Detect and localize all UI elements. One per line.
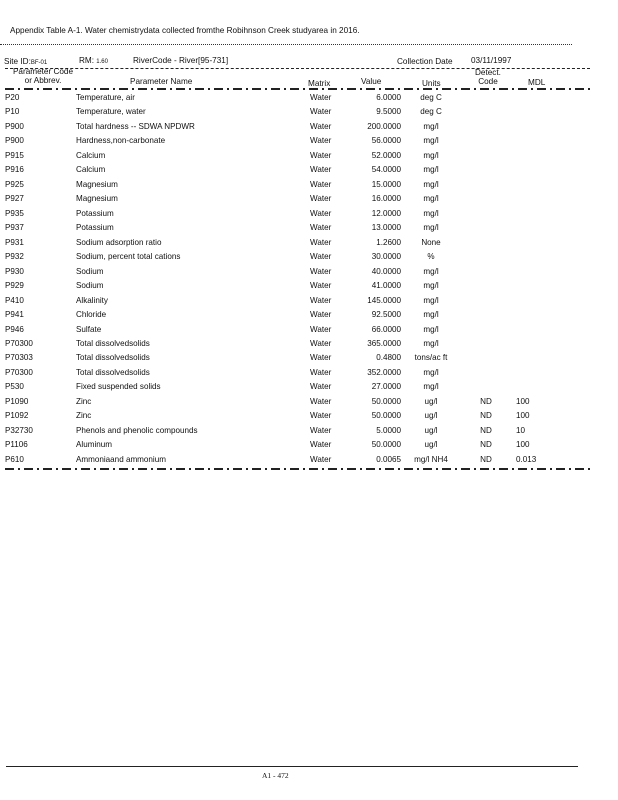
matrix-cell: Water [310, 324, 332, 334]
value-cell: 365.0000 [367, 338, 401, 348]
table-row [0, 396, 618, 410]
matrix-cell: Water [310, 93, 332, 102]
parameter-code-cell: P927 [5, 194, 24, 204]
parameter-code-cell: P946 [5, 324, 24, 334]
matrix-cell: Water [310, 367, 332, 377]
column-header-detect-code: Detect. Code [475, 68, 501, 86]
detect-code-cell: ND [480, 411, 492, 421]
parameter-name-cell: Total hardness -- SDWA NPDWR [76, 121, 195, 131]
footer-rule [6, 766, 578, 767]
parameter-code-cell: P931 [5, 237, 24, 247]
parameter-name-cell: Temperature, air [76, 93, 135, 102]
mdl-cell: 10 [516, 425, 526, 435]
value-cell: 54.0000 [371, 165, 401, 175]
parameter-name-cell: Phenols and phenolic compounds [76, 425, 198, 435]
units-cell: mg/l [423, 310, 439, 320]
parameter-code-cell: P915 [5, 150, 24, 160]
parameter-name-cell: Ammoniaand ammonium [76, 454, 166, 464]
units-cell: mg/l [423, 266, 439, 276]
table-row [0, 352, 618, 366]
parameter-name-cell: Sodium [76, 281, 104, 291]
parameter-name-cell: Zinc [76, 411, 92, 421]
parameter-code-cell: P610 [5, 454, 24, 464]
table-row [0, 439, 618, 453]
parameter-name-cell: Sulfate [76, 324, 102, 334]
collection-date-value: 03/11/1997 [471, 56, 512, 65]
parameter-code-cell: P410 [5, 295, 24, 305]
collection-date-label: Collection Date [397, 57, 453, 66]
value-cell: 66.0000 [371, 324, 401, 334]
parameter-name-cell: Alkalinity [76, 295, 108, 305]
parameter-code-cell: P925 [5, 179, 24, 189]
parameter-code-cell: P1090 [5, 396, 29, 406]
units-cell: mg/l [423, 367, 439, 377]
data-table [0, 92, 618, 468]
parameter-name-cell: Potassium [76, 208, 114, 218]
parameter-code-cell: P20 [5, 93, 20, 102]
value-cell: 41.0000 [371, 281, 401, 291]
table-row [0, 208, 618, 222]
detect-code-cell: ND [480, 440, 492, 450]
table-end-rule [5, 468, 590, 470]
units-cell: ug/l [424, 396, 438, 406]
parameter-name-cell: Magnesium [76, 179, 118, 189]
units-cell: mg/l [423, 324, 439, 334]
parameter-code-cell: P932 [5, 252, 24, 262]
parameter-name-cell: Total dissolvedsolids [76, 353, 150, 363]
parameter-code-cell: P941 [5, 310, 24, 320]
units-cell: deg C [420, 107, 442, 117]
units-cell: None [421, 237, 441, 247]
table-row [0, 338, 618, 352]
parameter-name-cell: Potassium [76, 223, 114, 233]
value-cell: 9.5000 [376, 107, 401, 117]
units-cell: % [427, 252, 435, 262]
table-row [0, 92, 618, 106]
matrix-cell: Water [310, 411, 332, 421]
parameter-code-cell: P916 [5, 165, 24, 175]
value-cell: 16.0000 [371, 194, 401, 204]
site-id-label: Site ID:BF-01 [4, 57, 48, 66]
value-cell: 30.0000 [371, 252, 401, 262]
parameter-code-cell: P10 [5, 107, 20, 117]
table-row [0, 193, 618, 207]
matrix-cell: Water [310, 425, 332, 435]
value-cell: 13.0000 [371, 223, 401, 233]
parameter-name-cell: Calcium [76, 150, 106, 160]
detect-code-cell: ND [480, 425, 492, 435]
parameter-code-cell: P935 [5, 208, 24, 218]
parameter-code-cell: P70300 [5, 338, 33, 348]
parameter-name-cell: Fixed suspended solids [76, 382, 161, 392]
value-cell: 40.0000 [371, 266, 401, 276]
parameter-code-cell: P900 [5, 136, 24, 146]
value-cell: 15.0000 [371, 179, 401, 189]
parameter-name-cell: Chloride [76, 310, 107, 320]
matrix-cell: Water [310, 150, 332, 160]
header-bottom-rule [5, 88, 590, 90]
value-cell: 50.0000 [371, 411, 401, 421]
units-cell: ug/l [424, 440, 438, 450]
table-row [0, 324, 618, 338]
units-cell: mg/l [423, 121, 439, 131]
matrix-cell: Water [310, 252, 332, 262]
mdl-cell: 100 [516, 411, 530, 421]
matrix-cell: Water [310, 136, 332, 146]
table-row [0, 135, 618, 149]
parameter-code-cell: P929 [5, 281, 24, 291]
table-row [0, 150, 618, 164]
value-cell: 0.0065 [376, 454, 401, 464]
matrix-cell: Water [310, 310, 332, 320]
units-cell: tons/ac ft [414, 353, 448, 363]
table-row [0, 266, 618, 280]
mdl-cell: 0.013 [516, 454, 537, 464]
units-cell: mg/l [423, 150, 439, 160]
table-row [0, 280, 618, 294]
matrix-cell: Water [310, 237, 332, 247]
parameter-name-cell: Temperature, water [76, 107, 146, 117]
units-cell: mg/l [423, 223, 439, 233]
parameter-code-cell: P70303 [5, 353, 33, 363]
parameter-name-cell: Zinc [76, 396, 92, 406]
table-row [0, 454, 618, 468]
units-cell: deg C [420, 93, 442, 102]
value-cell: 52.0000 [371, 150, 401, 160]
matrix-cell: Water [310, 194, 332, 204]
table-row [0, 367, 618, 381]
parameter-name-cell: Sodium adsorption ratio [76, 237, 162, 247]
value-cell: 27.0000 [371, 382, 401, 392]
table-row [0, 179, 618, 193]
matrix-cell: Water [310, 208, 332, 218]
parameter-name-cell: Sodium [76, 266, 104, 276]
table-row [0, 106, 618, 120]
page-number: A1 - 472 [262, 771, 289, 780]
units-cell: mg/l [423, 281, 439, 291]
value-cell: 200.0000 [367, 121, 401, 131]
value-cell: 56.0000 [371, 136, 401, 146]
parameter-name-cell: Aluminum [76, 440, 112, 450]
parameter-name-cell: Calcium [76, 165, 106, 175]
river-mile-value: 1.60 [96, 59, 108, 65]
detect-code-cell: ND [480, 396, 492, 406]
detect-code-cell: ND [480, 454, 492, 464]
table-row [0, 410, 618, 424]
title-divider [0, 44, 572, 45]
value-cell: 50.0000 [371, 440, 401, 450]
units-cell: mg/l [423, 382, 439, 392]
river-mile: RM: 1.60 [79, 56, 108, 65]
units-cell: mg/l [423, 208, 439, 218]
matrix-cell: Water [310, 223, 332, 233]
table-row [0, 164, 618, 178]
value-cell: 145.0000 [367, 295, 401, 305]
river-code: RiverCode - River[95-731] [133, 56, 229, 65]
mdl-cell: 100 [516, 396, 530, 406]
matrix-cell: Water [310, 281, 332, 291]
column-header-value: Value [361, 77, 382, 86]
matrix-cell: Water [310, 382, 332, 392]
matrix-cell: Water [310, 353, 332, 363]
parameter-code-cell: P32730 [5, 425, 33, 435]
value-cell: 352.0000 [367, 367, 401, 377]
parameter-code-cell: P530 [5, 382, 24, 392]
value-cell: 12.0000 [371, 208, 401, 218]
value-cell: 1.2600 [376, 237, 401, 247]
parameter-name-cell: Magnesium [76, 194, 118, 204]
matrix-cell: Water [310, 338, 332, 348]
table-row [0, 237, 618, 251]
table-row [0, 251, 618, 265]
units-cell: mg/l [423, 165, 439, 175]
table-row [0, 381, 618, 395]
parameter-code-cell: P1106 [5, 440, 28, 450]
value-cell: 50.0000 [371, 396, 401, 406]
value-cell: 5.0000 [376, 425, 401, 435]
table-row [0, 295, 618, 309]
matrix-cell: Water [310, 440, 332, 450]
matrix-cell: Water [310, 396, 332, 406]
units-cell: mg/l [423, 136, 439, 146]
matrix-cell: Water [310, 121, 332, 131]
units-cell: ug/l [424, 411, 438, 421]
table-title: Appendix Table A-1. Water chemistrydata collected fromthe Robihnson Creek studyarea in 2016. [10, 26, 360, 35]
units-cell: mg/l [423, 338, 439, 348]
matrix-cell: Water [310, 266, 332, 276]
column-header-mdl: MDL [528, 78, 546, 87]
parameter-code-cell: P70300 [5, 367, 33, 377]
units-cell: mg/l [423, 295, 439, 305]
table-row [0, 222, 618, 236]
matrix-cell: Water [310, 179, 332, 189]
mdl-cell: 100 [516, 440, 530, 450]
column-header-name: Parameter Name [130, 77, 193, 86]
column-header-code: Parameter Code or Abbrev. [12, 67, 74, 85]
parameter-name-cell: Total dissolvedsolids [76, 338, 150, 348]
value-cell: 0.4800 [376, 353, 401, 363]
value-cell: 6.0000 [376, 93, 401, 102]
parameter-code-cell: P1092 [5, 411, 29, 421]
parameter-name-cell: Sodium, percent total cations [76, 252, 181, 262]
site-id-value: BF-01 [30, 60, 48, 66]
table-row [0, 309, 618, 323]
parameter-name-cell: Hardness,non-carbonate [76, 136, 166, 146]
matrix-cell: Water [310, 295, 332, 305]
parameter-code-cell: P900 [5, 121, 24, 131]
value-cell: 92.5000 [371, 310, 401, 320]
column-header-matrix: Matrix [308, 79, 331, 88]
units-cell: ug/l [424, 425, 438, 435]
units-cell: mg/l [423, 179, 439, 189]
matrix-cell: Water [310, 454, 332, 464]
parameter-name-cell: Total dissolvedsolids [76, 367, 150, 377]
column-header-units: Units [422, 79, 441, 88]
units-cell: mg/l NH4 [414, 454, 448, 464]
matrix-cell: Water [310, 107, 332, 117]
parameter-code-cell: P930 [5, 266, 24, 276]
units-cell: mg/l [423, 194, 439, 204]
table-row [0, 425, 618, 439]
parameter-code-cell: P937 [5, 223, 24, 233]
table-row [0, 121, 618, 135]
matrix-cell: Water [310, 165, 332, 175]
